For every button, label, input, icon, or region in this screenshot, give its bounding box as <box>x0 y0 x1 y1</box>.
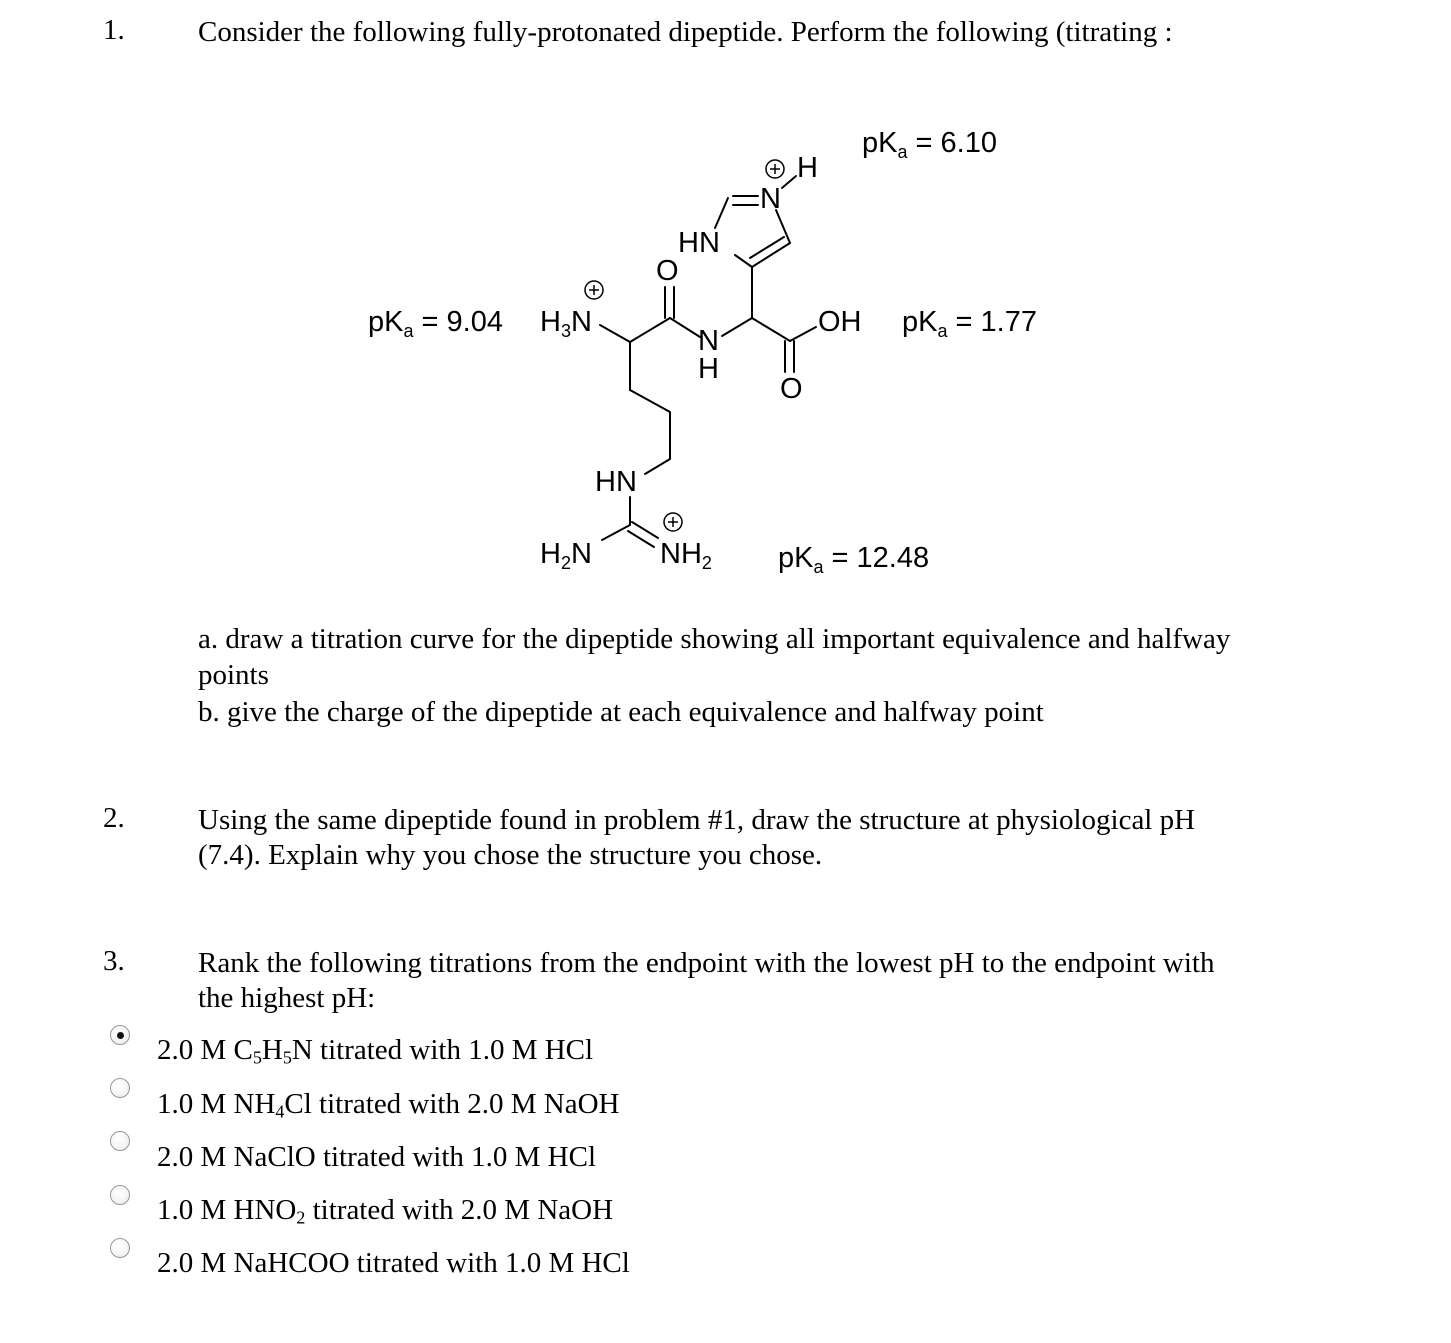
question-1-number: 1. <box>103 14 125 46</box>
question-3-number: 3. <box>103 945 125 977</box>
option-1-text-post: N titrated with 1.0 M HCl <box>291 1034 594 1066</box>
bond <box>790 327 816 341</box>
bond <box>670 318 700 337</box>
hn-guan-label: HN <box>595 466 637 498</box>
part-b: b. give the charge of the dipeptide at each equivalence and halfway point <box>198 696 1044 728</box>
bond <box>752 318 790 341</box>
option-4-text-post: titrated with 2.0 M NaOH <box>305 1194 614 1226</box>
hn-ring-label: HN <box>678 227 720 259</box>
bond <box>722 318 752 336</box>
option-5-label[interactable] <box>157 1247 630 1280</box>
n-ring-label: N <box>760 183 781 215</box>
option-5-radio[interactable] <box>110 1238 130 1258</box>
pka-left-label: $pK_a = 9.04$ <box>368 306 503 341</box>
bond <box>752 243 790 267</box>
n-amide-label: N <box>698 325 719 357</box>
question-2-number: 2. <box>103 802 125 834</box>
question-2-line-1: Using the same dipeptide found in problem #1, draw the structure at physiological pH <box>198 804 1196 836</box>
o-top-label: O <box>656 255 679 287</box>
option-1-sub-2: 5 <box>282 1047 292 1068</box>
bond <box>782 176 796 188</box>
question-2-line-2: (7.4). Explain why you chose the structure you chose. <box>198 839 823 871</box>
option-1-text-mid: H <box>261 1034 283 1066</box>
bond <box>630 390 670 412</box>
option-1-text-pre: 2.0 M C <box>157 1034 253 1066</box>
pka-right-label: $pK_a = 1.77$ <box>902 306 1037 341</box>
bond <box>735 255 752 267</box>
pka-bottom-label: $pK_a = 12.48$ <box>778 542 930 577</box>
part-a-line-2: points <box>198 659 269 691</box>
option-2-text-pre: 1.0 M NH <box>157 1088 276 1120</box>
option-2-sub-1: 4 <box>275 1101 285 1122</box>
o-bottom-label: O <box>780 373 803 405</box>
question-3-line-2: the highest pH: <box>198 982 376 1014</box>
option-3-label[interactable] <box>157 1141 596 1174</box>
option-4-radio[interactable] <box>110 1185 130 1205</box>
option-4-label[interactable] <box>157 1194 613 1228</box>
bond <box>630 318 670 342</box>
bond <box>645 459 670 474</box>
option-2-text-post: Cl titrated with 2.0 M NaOH <box>284 1088 620 1120</box>
option-3-radio[interactable] <box>110 1131 130 1151</box>
bond <box>602 525 630 540</box>
h-amide-label: H <box>698 353 719 385</box>
h-ring-label: H <box>797 152 818 184</box>
option-2-radio[interactable] <box>110 1078 130 1098</box>
option-2-label[interactable] <box>157 1088 619 1122</box>
dipeptide-structure <box>0 0 1451 600</box>
bond <box>750 237 784 258</box>
option-1-radio[interactable] <box>110 1025 130 1045</box>
question-3-line-1: Rank the following titrations from the endpoint with the lowest pH to the endpoint with <box>198 947 1215 979</box>
part-a-line-1: a. draw a titration curve for the dipeptide showing all important equivalence and halfway <box>198 623 1231 655</box>
oh-label: OH <box>818 306 862 338</box>
option-4-text-pre: 1.0 M HNO <box>157 1194 297 1226</box>
h2n-label: $H_2N$ <box>540 538 592 573</box>
bond <box>715 198 728 228</box>
nh2-label: $NH_2$ <box>660 538 712 573</box>
pka-top-label: $pK_a = 6.10$ <box>862 127 997 162</box>
bond <box>600 325 630 342</box>
question-1-prompt: Consider the following fully-protonated dipeptide. Perform the following (titrating : <box>198 16 1173 48</box>
option-4-sub-1: 2 <box>296 1207 306 1228</box>
option-1-sub-1: 5 <box>252 1047 262 1068</box>
option-1-label[interactable] <box>157 1034 593 1068</box>
option-5-text: 2.0 M NaHCOO titrated with 1.0 M HCl <box>157 1247 630 1279</box>
option-3-text: 2.0 M NaClO titrated with 1.0 M HCl <box>157 1141 597 1173</box>
h3n-label: $H_3N$ <box>540 306 592 341</box>
